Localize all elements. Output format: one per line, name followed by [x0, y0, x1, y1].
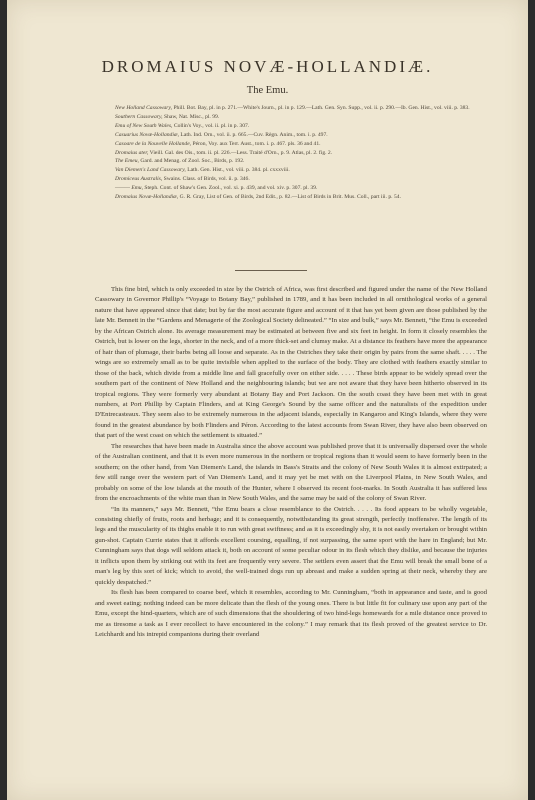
synonym-reference: G. R. Gray, List of Gen. of Birds, 2nd Edit., p. 82.—List of Birds in Brit. Mus. Coll., part iii. p. 54.	[178, 194, 401, 201]
synonym-reference: Vieill. Gal. des Ois., tom. ii. pl. 226.—Less. Traité d'Orn., p. 9. Atlas, pl. 2. fig. 2.	[148, 149, 333, 156]
synonym-reference: Phill. Bot. Bay, pl. in p. 271.—White's Journ., pl. in p. 129.—Lath. Gen. Syn. Supp., vol. ii. p. 290.—Ib. Gen. Hist., vol. viii. p. 383.	[172, 105, 470, 111]
book-page	[7, 0, 528, 800]
synonym-reference: Steph. Cont. of Shaw's Gen. Zool., vol. xi. p. 439, and vol. xiv. p. 307. pl. 39.	[142, 185, 318, 192]
synonym-name: Casoare de la Nouvelle Hollande,	[115, 140, 192, 147]
synonym-entry	[115, 104, 487, 113]
page-subtitle: The Emu.	[246, 85, 289, 96]
synonym-entry	[115, 175, 487, 184]
synonym-name: Dromaius Novæ-Hollandiæ,	[115, 194, 179, 201]
synonym-entry	[115, 184, 487, 193]
synonym-entry	[115, 113, 487, 122]
synonym-entry	[115, 193, 487, 202]
body-text	[95, 285, 487, 640]
synonym-name: The Emeu,	[115, 158, 139, 165]
synonym-name: Van Diemen's Land Cassowary,	[115, 167, 186, 174]
synonym-reference: Shaw, Nat. Misc., pl. 99.	[162, 113, 220, 120]
synonym-reference: Gard. and Menag. of Zool. Soc., Birds, p. 192.	[138, 158, 245, 165]
synonym-entry	[115, 149, 487, 158]
synonym-name: Dromaius ater,	[115, 149, 149, 156]
paragraph: The researches that have been made in Australia since the above account was published prove that it is universally dispersed over the whole of the Australian continent, and that it is even more numerous in the northern or tropical regions than it would seem to have formerly been in the southern; on the other hand, from Van Diemen's Land, the islands in Bass's Straits and the colony of New South Wales it is almost extirpated; a few still range over the western part of Van Diemen's Land, and it may yet be met with on the Liverpool Plains, in New South Wales, and probably on some of the low islands at the mouth of the Hunter, where I observed its recent foot-marks. In South Australia it has suffered less from the encroachments of the white man than in New South Wales, and the same may be said of the colony of Swan River.	[95, 442, 487, 503]
synonym-name: Casuarius Novæ-Hollandiæ,	[115, 131, 180, 138]
synonym-reference: Collin's Voy., vol. ii. pl. in p. 307.	[172, 122, 250, 129]
synonym-name: New Holland Cassowary,	[115, 105, 173, 111]
synonym-entry	[115, 122, 487, 131]
synonymy-list	[115, 104, 487, 202]
section-divider	[235, 270, 307, 271]
synonym-reference: Swains. Class. of Birds, vol. ii. p. 346.	[162, 176, 250, 183]
synonym-entry	[115, 166, 487, 175]
synonym-name: Dromiceus Australis,	[115, 176, 163, 183]
synonym-entry	[115, 131, 487, 140]
synonym-entry	[115, 140, 487, 149]
paragraph: “In its manners,” says Mr. Bennett, “the Emu bears a close resemblance to the Ostrich. . . . . Its food appears to be wholly vegetable, consisting chiefly of fruits, roots and herbage; and it is consequently, notwithstanding its great strength, perfectly inoffensive. The length of its legs and the muscularity of its thighs enable it to run with great swiftness; and as it is exceedingly shy, it is not easily overtaken or brought within gun-shot. Captain Currie states that it affords excellent coursing, equalling, if not surpassing, the same sport with the hare in England; but Mr. Cunningham says that dogs will seldom attack it, both on account of some peculiar odour in its flesh which they dislike, and because the injuries it inflicts upon them by striking out with its feet are frequently very severe. The settlers even assert that the Emu will break the small bone of a man's leg by this sort of kick; which to avoid, the well-trained dogs run up abreast and make a sudden spring at their neck, whereby they are quickly despatched.”	[95, 505, 487, 586]
synonym-name: Southern Cassowary,	[115, 113, 163, 120]
synonym-entry	[115, 157, 487, 166]
synonym-name: Emu of New South Wales,	[115, 122, 173, 129]
synonym-reference: Lath. Gen. Hist., vol. viii. p. 384. pl. cxxxviii.	[185, 167, 290, 174]
page-title: DROMAIUS NOVÆ-HOLLANDIÆ.	[101, 57, 434, 76]
paragraph: Its flesh has been compared to coarse beef, which it resembles, according to Mr. Cunningham, “both in appearance and taste, and is good and sweet eating; nothing indeed can be more delicate than the flesh of the young ones. There is but little fit for culinary use upon any part of the Emu, except the hind-quarters, which are of such dimensions that the shouldering of two hind-legs homewards for a mile distance once proved to me as tiresome a task as I ever recollect to have encountered in the colony.” I may remark that its flesh proved of the greatest service to Dr. Leichhardt and his intrepid companions during their overland	[95, 589, 487, 638]
synonym-name: ——— Emu,	[115, 185, 143, 192]
paragraph: This fine bird, which is only exceeded in size by the Ostrich of Africa, was first described and figured under the name of the New Holland Cassowary in Governor Phillip's “Voyage to Botany Bay,” published in 1789, and it has been included in all ornithological works of a general nature that have appeared since that date; but by far the most accurate figure and account of it that has yet been given are those published by the late Mr. Bennett in the “Gardens and Menagerie of the Zoological Society delineated.” “In size and bulk,” says Mr. Bennett, “the Emu is exceeded by the African Ostrich alone. Its average measurement may be estimated at between five and six feet in height. In form it closely resembles the Ostrich, but is lower on the legs, shorter in the neck, and of a more thick-set and clumsy make. At a distance its feathers have more the appearance of hair than of plumage, their barbs being all loose and separate. As in the Ostriches they take their origin by pairs from the same shaft. . . . . The wings are so extremely small as to be quite invisible when applied to the surface of the body. They are clothed with feathers exactly similar to those of the back, which divide from a middle line and fall gracefully over on either side. . . . . These birds appear to be widely spread over the southern part of the continent of New Holland and the neighbouring islands; but we are not aware that they have been hitherto observed in its tropical regions. They were formerly very abundant at Botany Bay and Port Jackson. On the south coast they have been met with in great numbers, at Port Phillip by Captain Flinders, and at King George's Sound by the same officer and the naturalists of the expedition under D'Entrecasteaux. They seem also to be extremely numerous in the adjacent islands, especially in Kangaroo and King's Islands, where they were found in the greatest abundance by both Flinders and Péron. According to the latest accounts from Swan River, they have also been observed on that part of the west coast on which the settlement is situated.”	[95, 286, 487, 440]
synonym-reference: Péron, Voy. aux Terr. Aust., tom. i. p. 467. pls. 36 and 41.	[191, 140, 321, 147]
synonym-reference: Lath. Ind. Orn., vol. ii. p. 665.—Cuv. Règn. Anim., tom. i. p. 497.	[179, 131, 328, 138]
